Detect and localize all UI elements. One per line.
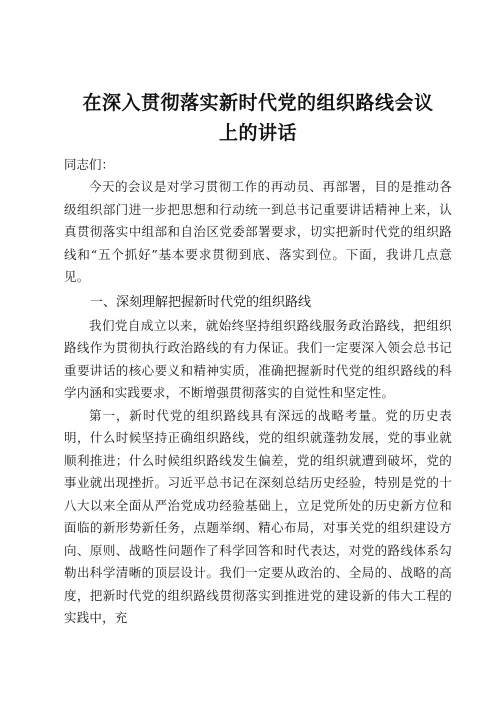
salutation: 同志们： [64, 157, 115, 172]
body-paragraph: 第一，新时代党的组织路线具有深远的战略考量。党的历史表明，什么时候坚持正确组织路线，党的组织就蓬勃发展，党的事业就顺利推进；什么时候组织路线发生偏差，党的组织就遭到破坏，党的事业就出现挫折。习近平总书记在深刻总结历史经验，特别是党的十八大以来全面从严治党成功经验基础上，立足党所处的历史新方位和面临的新形势新任务，点题举纲、精心布局，对事关党的组织建设方向、原则、战略性问题作了科学回答和时代表达，对党的路线体系勾勒出科学清晰的顶层设计。我们一定要从政治的、全局的、战略的高度，把新时代党的组织路线贯彻落实到推进党的建设新的伟大工程的实践中，充 [64, 407, 452, 625]
intro-paragraph: 今天的会议是对学习贯彻工作的再动员、再部署，目的是推动各级组织部门进一步把思想和行动统一到总书记重要讲话精神上来，认真贯彻落实中组部和自治区党委部署要求，切实把新时代党的组织路线和“五个抓好”基本要求贯彻到底、落实到位。下面，我讲几点意见。 [64, 179, 452, 284]
document-title: 在深入贯彻落实新时代党的组织路线会议上的讲话 [82, 92, 434, 144]
body-paragraph: 我们党自成立以来，就始终坚持组织路线服务政治路线，把组织路线作为贯彻执行政治路线的有力保证。我们一定要深入领会总书记重要讲话的核心要义和精神实质，准确把握新时代党的组织路线的科学内涵和实践要求，不断增强贯彻落实的自觉性和坚定性。 [64, 317, 452, 400]
section-heading: 一、深刻理解把握新时代党的组织路线 [90, 294, 312, 310]
